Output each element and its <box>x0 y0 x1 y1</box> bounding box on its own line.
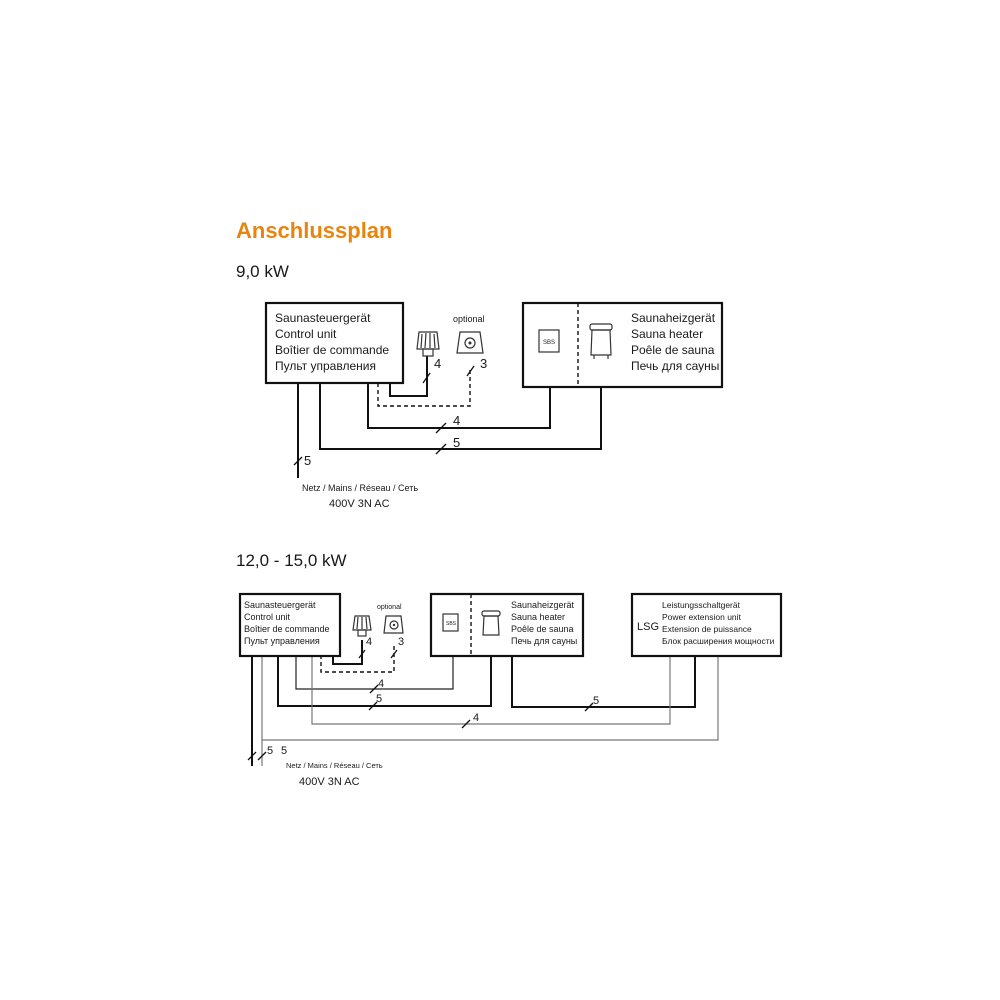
heater-wire-2 <box>278 656 491 706</box>
heater-2-label-en: Sauna heater <box>511 612 566 622</box>
mains-wire-count: 5 <box>304 453 312 468</box>
sensor-wire-count: 4 <box>453 413 461 428</box>
heater-label-fr: Poêle de sauna <box>631 343 715 357</box>
voltage-label-2: 400V 3N AC <box>299 776 360 788</box>
sensor-code-2: SBS <box>446 621 457 627</box>
diagram-9kw <box>266 303 722 510</box>
optional-label: optional <box>453 314 485 324</box>
optional-sensor-icon <box>457 332 483 353</box>
optional-sensor-icon-2 <box>384 616 403 633</box>
optional-wire-2-count: 3 <box>398 636 405 648</box>
control-unit-label-ru: Пульт управления <box>275 359 376 373</box>
heater-2-label-fr: Poêle de sauna <box>511 624 574 634</box>
lamp-icon-2 <box>353 616 371 636</box>
sensor-code: SBS <box>543 340 556 346</box>
heater-2-label-de: Saunaheizgerät <box>511 600 575 610</box>
control-unit-label-fr: Boîtier de commande <box>275 343 390 357</box>
mains-label-2: Netz / Mains / Réseau / Сеть <box>286 761 383 770</box>
extension-power-wire <box>512 656 695 707</box>
control-unit-2-label-en: Control unit <box>244 612 291 622</box>
extension-label-de: Leistungsschaltgerät <box>662 600 740 610</box>
mains-wire-2a-count: 5 <box>267 745 274 757</box>
mains-label: Netz / Mains / Réseau / Сеть <box>302 483 419 493</box>
heater-wire-2-count: 5 <box>376 693 383 705</box>
control-unit-2-label-de: Saunasteuergerät <box>244 600 316 610</box>
optional-wire-marker <box>467 366 474 376</box>
lamp-icon <box>417 332 439 356</box>
section-2-power: 12,0 - 15,0 kW <box>236 551 347 570</box>
extension-control-wire-count: 4 <box>473 712 480 724</box>
control-unit-label-de: Saunasteuergerät <box>275 311 371 325</box>
optional-label-2: optional <box>377 604 402 611</box>
sensor-wire-2-count: 4 <box>378 678 385 690</box>
optional-wire-count: 3 <box>480 356 488 371</box>
control-unit-label-en: Control unit <box>275 327 337 341</box>
section-1-power: 9,0 kW <box>236 262 289 281</box>
extension-label-ru: Блок расширения мощности <box>662 636 775 646</box>
extension-power-wire-count: 5 <box>593 695 600 707</box>
heater-wire <box>320 383 601 449</box>
lamp-wire-2-count: 4 <box>366 636 373 648</box>
heater-wire-count: 5 <box>453 435 461 450</box>
heater-label-de: Saunaheizgerät <box>631 311 716 325</box>
heater-2-label-ru: Печь для сауны <box>511 636 578 646</box>
lamp-wire-count: 4 <box>434 356 442 371</box>
heater-label-en: Sauna heater <box>631 327 704 341</box>
voltage-label: 400V 3N AC <box>329 498 390 510</box>
diagram-12-15kw <box>240 594 781 788</box>
extension-label-fr: Extension de puissance <box>662 624 752 634</box>
mains-wire-2b-count: 5 <box>281 745 288 757</box>
extension-label-en: Power extension unit <box>662 612 741 622</box>
control-unit-2-label-ru: Пульт управления <box>244 636 320 646</box>
extension-code: LSG <box>637 621 660 633</box>
page-title: Anschlussplan <box>236 218 393 243</box>
heater-label-ru: Печь для сауны <box>631 359 720 373</box>
control-unit-2-label-fr: Boîtier de commande <box>244 624 330 634</box>
